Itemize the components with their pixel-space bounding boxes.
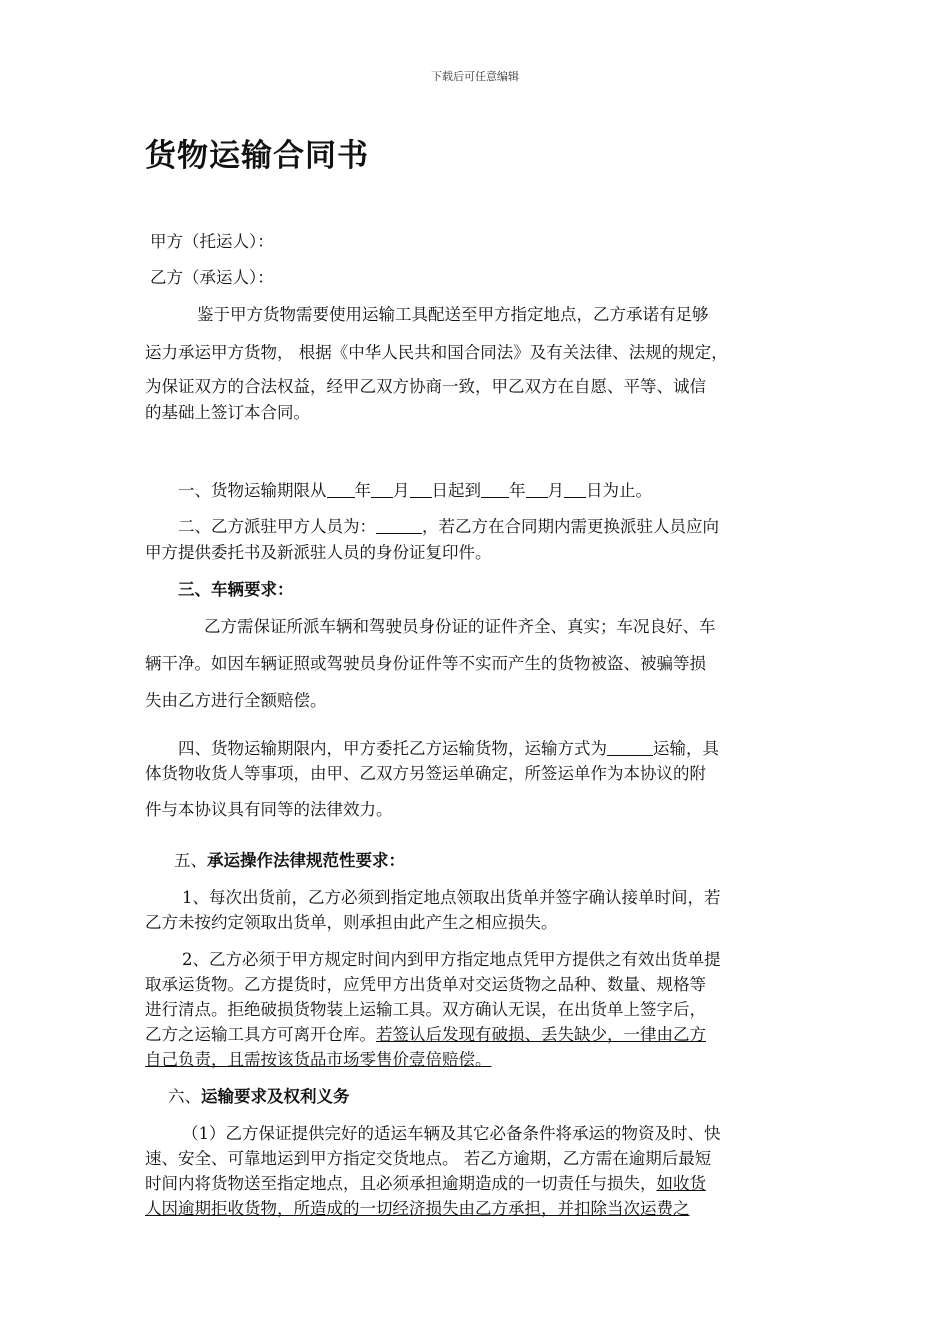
s1-year-b: 年 xyxy=(509,481,526,500)
blank-personnel xyxy=(376,517,422,535)
section-2-line-1 xyxy=(178,513,843,537)
s1-month-b: 月 xyxy=(547,481,564,500)
section-5-item-2-line-3: 进行清点。拒绝破损货物装上运输工具。双方确认无误，在出货单上签字后， xyxy=(145,1000,706,1019)
s4-text-a: 四、货物运输期限内，甲方委托乙方运输货物，运输方式为 xyxy=(178,739,607,758)
section-3-heading: 三、车辆要求： xyxy=(178,580,294,599)
section-1-term xyxy=(178,477,843,501)
party-b-line: 乙方（承运人）： xyxy=(150,268,274,287)
section-4-line-3: 件与本协议具有同等的法律效力。 xyxy=(145,800,393,819)
section-3-line-1: 乙方需保证所派车辆和驾驶员身份证的证件齐全、真实；车况良好、车 xyxy=(204,617,716,636)
intro-line-3: 为保证双方的合法权益，经甲乙双方协商一致，甲乙双方在自愿、平等、诚信 xyxy=(145,377,706,396)
section-5-item-1-line-2: 乙方未按约定领取出货单，则承担由此产生之相应损失。 xyxy=(145,913,558,932)
section-6-line-3 xyxy=(145,1170,810,1194)
s4-text-b: 运输，具 xyxy=(653,739,719,758)
s1-month-a: 月 xyxy=(393,481,410,500)
section-3-line-2: 辆干净。如因车辆证照或驾驶员身份证件等不实而产生的货物被盗、被骗等损 xyxy=(145,654,706,673)
s5-heading-num: 五、 xyxy=(174,851,207,870)
s5-l4-plain: 乙方之运输工具方可离开仓库。 xyxy=(145,1025,376,1044)
section-3-line-3: 失由乙方进行全额赔偿。 xyxy=(145,691,327,710)
section-6-line-1: （1）乙方保证提供完好的适运车辆及其它必备条件将承运的物资及时、快 xyxy=(182,1124,721,1143)
blank-transport-mode xyxy=(607,739,653,757)
s6-l3-plain: 时间内将货物送至指定地点，且必须承担逾期造成的一切责任与损失， xyxy=(145,1174,657,1193)
blank-start-day xyxy=(410,481,432,499)
page-header: 下载后可任意编辑 xyxy=(431,70,519,83)
section-6-line-2: 速、安全、可靠地运到甲方指定交货地点。 若乙方逾期，乙方需在逾期后最短 xyxy=(145,1149,712,1168)
s2-text-a: 二、乙方派驻甲方人员为： xyxy=(178,517,376,536)
section-4-line-1 xyxy=(178,735,843,759)
section-5-item-2-line-5: 自己负责，且需按该货品市场零售价壹倍赔偿。 xyxy=(145,1050,492,1069)
s5-heading-text: 承运操作法律规范性要求： xyxy=(207,851,405,870)
section-5-item-2-line-4 xyxy=(145,1021,810,1045)
s6-l3-underlined: 如收货 xyxy=(656,1174,706,1193)
blank-start-year xyxy=(327,481,355,499)
blank-end-month xyxy=(526,481,548,499)
intro-line-1: 鉴于甲方货物需要使用运输工具配送至甲方指定地点，乙方承诺有足够 xyxy=(197,305,709,324)
s2-text-b: ，若乙方在合同期内需更换派驻人员应向 xyxy=(422,517,719,536)
party-a-line: 甲方（托运人）： xyxy=(150,232,274,251)
section-6-line-4: 人因逾期拒收货物，所造成的一切经济损失由乙方承担，并扣除当次运费之 xyxy=(145,1199,690,1218)
s1-day-b: 日为止。 xyxy=(586,481,652,500)
blank-start-month xyxy=(371,481,393,499)
section-6-heading xyxy=(168,1083,833,1107)
blank-end-day xyxy=(564,481,586,499)
intro-line-2: 运力承运甲方货物， 根据《中华人民共和国合同法》及有关法律、法规的规定， xyxy=(145,343,728,362)
s6-heading-num: 六、 xyxy=(168,1087,201,1106)
section-4-line-2: 体货物收货人等事项，由甲、乙双方另签运单确定，所签运单作为本协议的附 xyxy=(145,764,706,783)
document-title: 货物运输合同书 xyxy=(145,138,369,174)
s1-text-a: 一、货物运输期限从 xyxy=(178,481,327,500)
section-5-item-2-line-1: 2、乙方必须于甲方规定时间内到甲方指定地点凭甲方提供之有效出货单提 xyxy=(182,950,721,969)
s1-day-a: 日起到 xyxy=(431,481,481,500)
section-5-item-2-line-2: 取承运货物。乙方提货时，应凭甲方出货单对交运货物之品种、数量、规格等 xyxy=(145,975,706,994)
section-5-heading xyxy=(174,847,839,871)
s1-year-a: 年 xyxy=(354,481,371,500)
section-2-line-2: 甲方提供委托书及新派驻人员的身份证复印件。 xyxy=(145,543,492,562)
intro-line-4: 的基础上签订本合同。 xyxy=(145,403,310,422)
blank-end-year xyxy=(481,481,509,499)
s6-heading-text: 运输要求及权利义务 xyxy=(201,1087,350,1106)
s5-l4-underlined: 若签认后发现有破损、丢失缺少，一律由乙方 xyxy=(376,1025,706,1044)
section-5-item-1-line-1: 1、每次出货前，乙方必须到指定地点领取出货单并签字确认接单时间，若 xyxy=(182,888,721,907)
